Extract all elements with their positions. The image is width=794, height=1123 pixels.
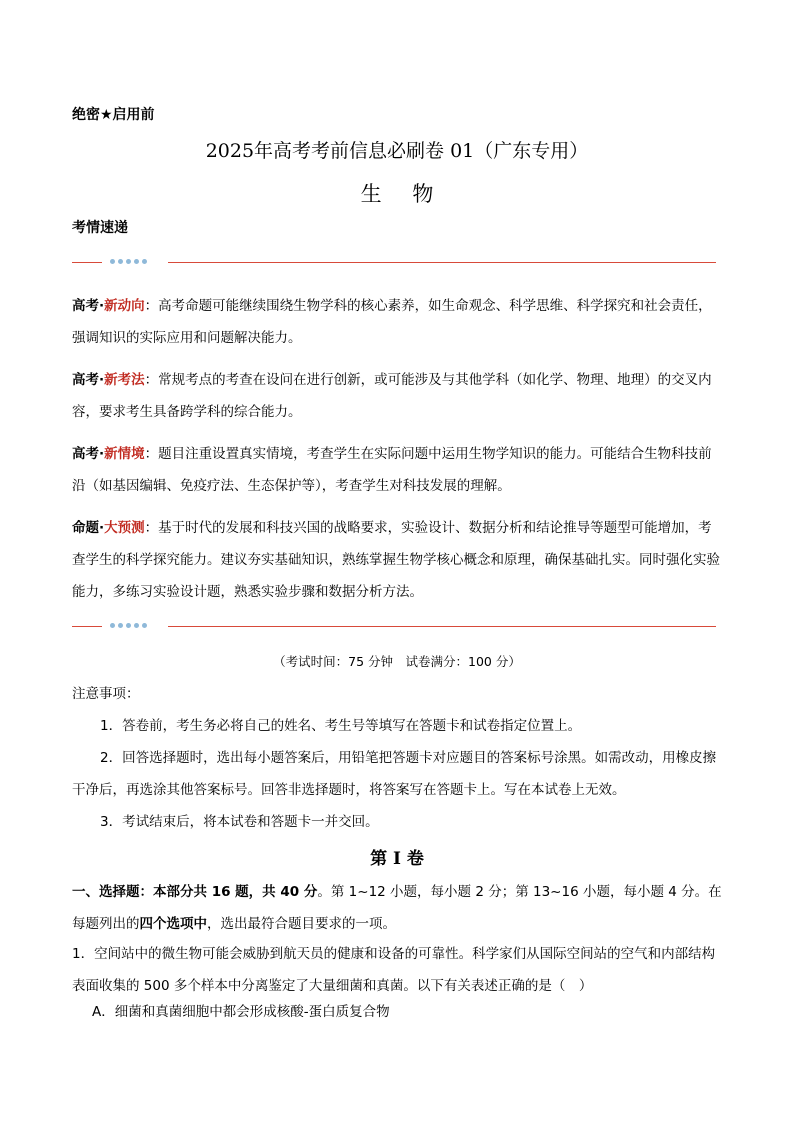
trend-text: ：基于时代的发展和科技兴国的战略要求，实验设计、数据分析和结论推导等题型可能增加，考查学生的科学探究能力。建议夯实基础知识，熟练掌握生物学核心概念和原理，确保基础扎实。同时强化实验能力，多练习实验设计题，熟悉实验步骤和数据分析方法。 [72, 520, 720, 600]
divider-dot [142, 623, 147, 628]
exam-title: 2025年高考考前信息必刷卷 01（广东专用） [205, 140, 589, 162]
divider-dots [110, 259, 147, 267]
divider-dot [110, 623, 115, 628]
divider-line-right [168, 626, 716, 627]
divider-dot [118, 623, 123, 628]
trend-text: ：题目注重设置真实情境，考查学生在实际问题中运用生物学知识的能力。可能结合生物科技前沿（如基因编辑、免疫疗法、生态保护等），考查学生对科技发展的理解。 [72, 446, 712, 494]
divider-dot [110, 259, 115, 264]
trend-item-new-method [72, 364, 722, 428]
trend-label-highlight: 新动向 [104, 298, 145, 314]
section-bold: 四个选项中 [139, 916, 207, 932]
trend-label-highlight: 新情境 [104, 446, 145, 462]
divider-line-left [72, 626, 102, 627]
trend-text: ：高考命题可能继续围绕生物学科的核心素养，如生命观念、科学思维、科学探究和社会责任，强调知识的实际应用和问题解决能力。 [72, 298, 712, 346]
subject-title: 生 物 [360, 182, 446, 206]
divider-dot [126, 259, 131, 264]
exam-trends-heading: 考情速递 [72, 220, 128, 236]
section-bold: 一、选择题：本部分共 16 题，共 40 分 [72, 884, 318, 900]
divider-dot [118, 259, 123, 264]
trend-label-prefix: 高考· [72, 298, 105, 314]
volume-title: 第 I 卷 [370, 849, 424, 869]
divider-dot [126, 623, 131, 628]
secret-mark: 绝密★启用前 [72, 107, 155, 123]
section-text: ，选出最符合题目要求的一项。 [207, 916, 396, 932]
exam-info: （考试时间：75 分钟 试卷满分：100 分） [273, 654, 521, 669]
question-1-option-a: A．细菌和真菌细胞中都会形成核酸-蛋白质复合物 [92, 1004, 390, 1020]
trend-text: ：常规考点的考查在设问在进行创新，或可能涉及与其他学科（如化学、物理、地理）的交叉内容，要求考生具备跨学科的综合能力。 [72, 372, 712, 420]
trend-item-new-direction [72, 290, 722, 354]
question-1-stem: 1．空间站中的微生物可能会威胁到航天员的健康和设备的可靠性。科学家们从国际空间站的空气和内部结构表面收集的 500 多个样本中分离鉴定了大量细菌和真菌。以下有关表述正确的是（ ） [72, 946, 716, 994]
divider-dot [142, 259, 147, 264]
trend-label-prefix: 高考· [72, 372, 105, 388]
trend-label-prefix: 高考· [72, 446, 105, 462]
divider-dot [134, 259, 139, 264]
divider-line-right [168, 262, 716, 263]
divider-line-left [72, 262, 102, 263]
trend-label-prefix: 命题· [72, 520, 105, 536]
section-instructions [72, 876, 722, 940]
trend-label-highlight: 大预测 [104, 520, 145, 536]
note-item: 1．答卷前，考生务必将自己的姓名、考生号等填写在答题卡和试卷指定位置上。 [100, 718, 582, 734]
section-text: 。第 1~12 小题，每小题 2 分；第 13~16 小题，每小题 4 分。在每题列出的 [72, 884, 722, 932]
divider-dot [134, 623, 139, 628]
divider-bottom [72, 622, 716, 632]
trend-label-highlight: 新考法 [104, 372, 145, 388]
trend-item-new-context [72, 438, 722, 502]
divider-top [72, 258, 716, 268]
divider-dots [110, 623, 147, 631]
trend-item-prediction [72, 512, 722, 608]
notes-heading: 注意事项： [72, 686, 140, 702]
note-item: 2．回答选择题时，选出每小题答案后，用铅笔把答题卡对应题目的答案标号涂黑。如需改动，用橡皮擦干净后，再选涂其他答案标号。回答非选择题时，将答案写在答题卡上。写在本试卷上无效。 [72, 750, 717, 798]
note-item: 3．考试结束后，将本试卷和答题卡一并交回。 [100, 814, 379, 830]
